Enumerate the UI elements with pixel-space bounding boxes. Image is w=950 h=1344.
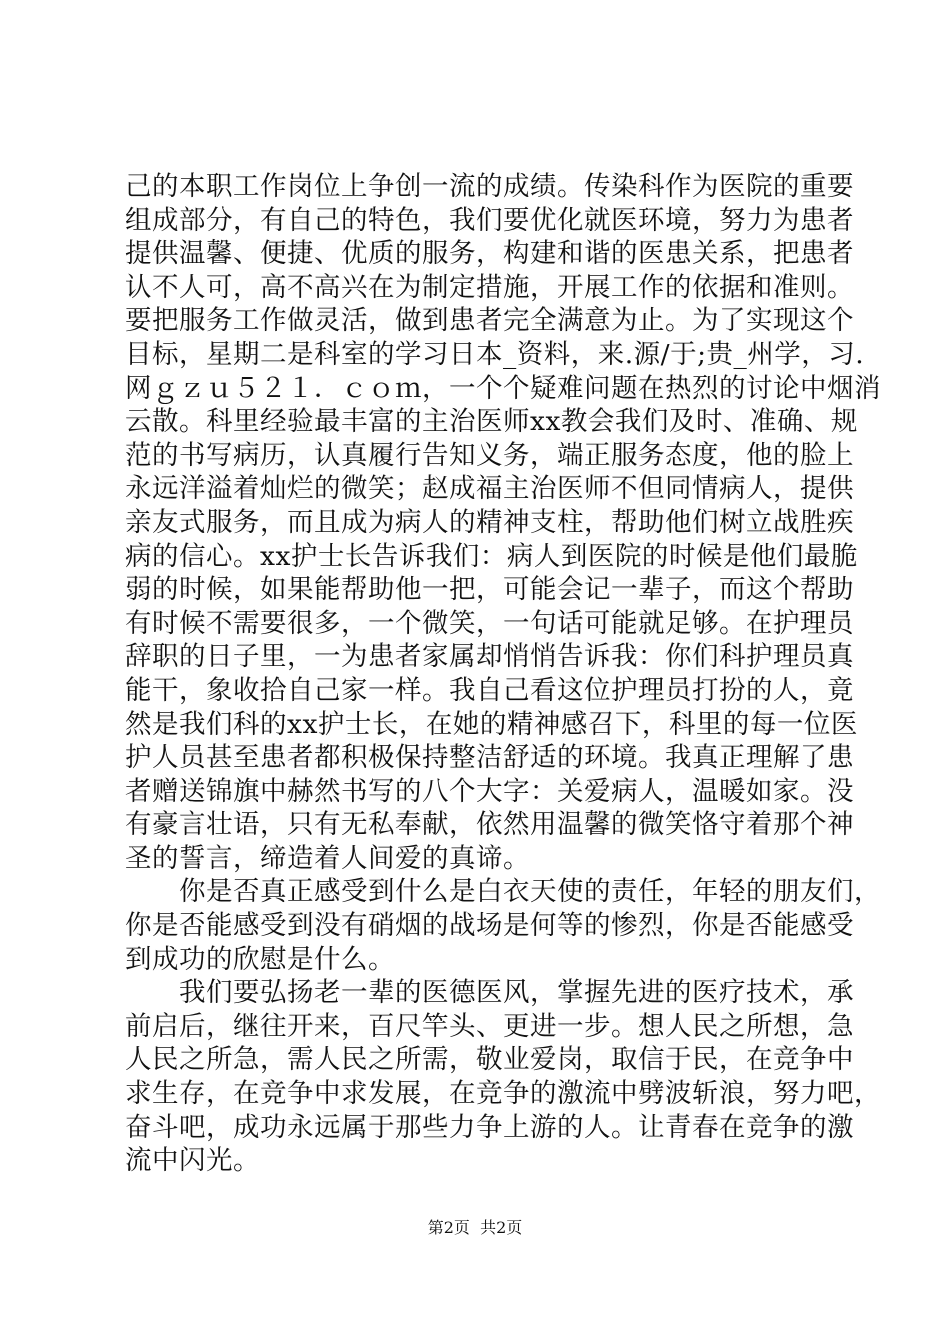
text-line: 永远洋溢着灿烂的微笑；赵成福主治医师不但同情病人，提供 [125, 473, 854, 505]
text-line: 你是否能感受到没有硝烟的战场是何等的惨烈，你是否能感受 [125, 910, 854, 942]
text-line: 人民之所急，需人民之所需，敬业爱岗，取信于民，在竞争中 [125, 1044, 854, 1076]
text-line: 亲友式服务，而且成为病人的精神支柱，帮助他们树立战胜疾 [125, 506, 854, 538]
text-line: 圣的誓言，缔造着人间爱的真谛。 [125, 842, 530, 874]
text-line: 病的信心。xx护士长告诉我们：病人到医院的时候是他们最脆 [125, 540, 858, 572]
page-number: 第2页 共2页 [427, 1218, 523, 1237]
body-text [125, 170, 881, 1178]
text-line: 网ｇｚｕ５２１．ｃｏｍ，一个个疑难问题在热烈的讨论中烟消 [125, 372, 881, 404]
page-footer [0, 1218, 950, 1238]
text-line: 护人员甚至患者都积极保持整洁舒适的环境。我真正理解了患 [125, 742, 854, 774]
text-line: 范的书写病历，认真履行告知义务，端正服务态度，他的脸上 [125, 439, 854, 471]
text-line: 奋斗吧，成功永远属于那些力争上游的人。让青春在竞争的激 [125, 1111, 854, 1143]
text-line: 认不人可，高不高兴在为制定措施，开展工作的依据和准则。 [125, 271, 854, 303]
text-line: 有豪言壮语，只有无私奉献，依然用温馨的微笑恪守着那个神 [125, 809, 854, 841]
text-line: 弱的时候，如果能帮助他一把，可能会记一辈子，而这个帮助 [125, 574, 854, 606]
text-line: 提供温馨、便捷、优质的服务，构建和谐的医患关系，把患者 [125, 238, 854, 270]
text-line: 辞职的日子里，一为患者家属却悄悄告诉我：你们科护理员真 [125, 641, 854, 673]
text-line: 我们要弘扬老一辈的医德医风，掌握先进的医疗技术，承 [125, 977, 854, 1009]
text-line: 到成功的欣慰是什么。 [125, 943, 395, 975]
text-line: 己的本职工作岗位上争创一流的成绩。传染科作为医院的重要 [125, 171, 854, 202]
text-line: 有时候不需要很多，一个微笑，一句话可能就足够。在护理员 [125, 607, 854, 639]
text-line: 组成部分，有自己的特色，我们要优化就医环境，努力为患者 [125, 204, 854, 236]
text-line: 目标，星期二是科室的学习日本_资料，来.源/于;贵_州学，习. [125, 338, 865, 370]
text-line: 你是否真正感受到什么是白衣天使的责任，年轻的朋友们， [125, 876, 881, 908]
text-line: 者赠送锦旗中赫然书写的八个大字：关爱病人，温暖如家。没 [125, 775, 854, 807]
text-line: 能干，象收拾自己家一样。我自己看这位护理员打扮的人，竟 [125, 674, 854, 706]
text-line: 然是我们科的xx护士长，在她的精神感召下，科里的每一位医 [125, 708, 858, 740]
text-line: 流中闪光。 [125, 1145, 260, 1177]
text-line: 要把服务工作做灵活，做到患者完全满意为止。为了实现这个 [125, 305, 854, 337]
text-line: 求生存，在竞争中求发展，在竞争的激流中劈波斩浪，努力吧， [125, 1078, 881, 1110]
text-line: 前启后，继往开来，百尺竿头、更进一步。想人民之所想，急 [125, 1010, 854, 1042]
text-line: 云散。科里经验最丰富的主治医师xx教会我们及时、准确、规 [125, 406, 858, 438]
